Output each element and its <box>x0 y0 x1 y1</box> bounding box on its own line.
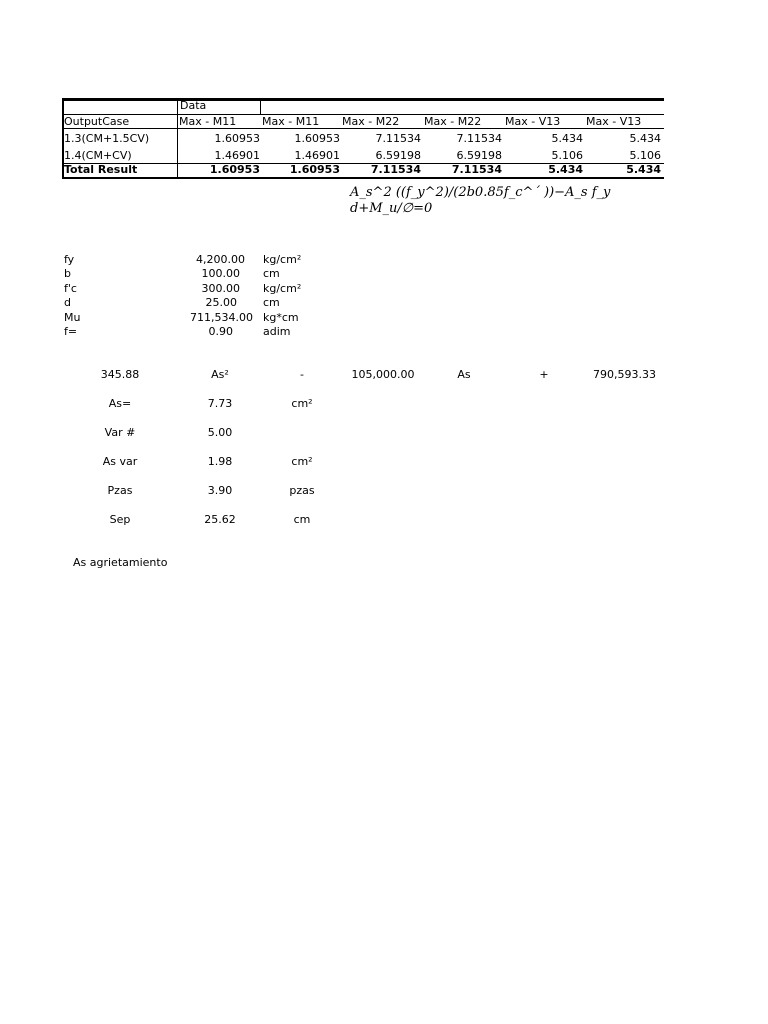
result-label-pzas: Pzas <box>107 484 133 497</box>
param-value-b: 100.00 <box>201 267 240 280</box>
quadratic-coef-c: 790,593.33 <box>593 368 656 381</box>
total-v13-a: 5.434 <box>548 163 583 176</box>
header-max-m22-a: Max - M22 <box>342 115 400 128</box>
result-value-pzas: 3.90 <box>207 484 233 497</box>
row2-v13-b: 5.106 <box>629 149 661 162</box>
row2-case: 1.4(CM+CV) <box>64 149 132 162</box>
param-label-fy: fy <box>64 253 75 266</box>
header-max-m11-a: Max - M11 <box>179 115 237 128</box>
row2-m11-a: 1.46901 <box>214 149 260 162</box>
total-m22-a: 7.11534 <box>370 163 421 176</box>
quadratic-var-a: As² <box>211 368 229 381</box>
result-label-var: Var # <box>104 426 136 439</box>
quadratic-plus: + <box>539 368 549 381</box>
param-label-mu: Mu <box>64 311 81 324</box>
result-unit-sep: cm <box>293 513 311 526</box>
param-label-fc: f'c <box>64 282 77 295</box>
pivot-table <box>62 98 664 180</box>
header-max-m22-b: Max - M22 <box>424 115 482 128</box>
result-unit-pzas: pzas <box>289 484 315 497</box>
param-unit-b: cm <box>263 267 280 280</box>
param-unit-d: cm <box>263 296 280 309</box>
result-value-asvar: 1.98 <box>207 455 233 468</box>
formula-line-2: d+M_u/∅=0 <box>350 201 433 216</box>
row1-m11-b: 1.60953 <box>294 132 340 145</box>
row1-v13-a: 5.434 <box>551 132 583 145</box>
table-top-border <box>62 98 664 101</box>
row2-m11-b: 1.46901 <box>294 149 340 162</box>
param-label-f: f= <box>64 325 78 338</box>
row2-m22-b: 6.59198 <box>456 149 502 162</box>
data-field-label: Data <box>180 99 207 112</box>
header-outputcase: OutputCase <box>64 115 130 128</box>
row2-v13-a: 5.106 <box>551 149 583 162</box>
total-m11-a: 1.60953 <box>209 163 260 176</box>
total-m11-b: 1.60953 <box>289 163 340 176</box>
result-value-sep: 25.62 <box>204 513 236 526</box>
as-agrietamiento-label: As agrietamiento <box>73 556 168 569</box>
param-value-f: 0.90 <box>208 325 233 338</box>
total-m22-b: 7.11534 <box>451 163 502 176</box>
param-value-fy: 4,200.00 <box>196 253 245 266</box>
quadratic-minus: - <box>300 368 304 381</box>
result-label-sep: Sep <box>109 513 131 526</box>
header-max-v13-a: Max - V13 <box>505 115 561 128</box>
param-label-b: b <box>64 267 71 280</box>
param-label-d: d <box>64 296 71 309</box>
quadratic-coef-a: 345.88 <box>100 368 140 381</box>
table-data-divider <box>260 98 261 115</box>
result-value-as: 7.73 <box>207 397 233 410</box>
result-label-asvar: As var <box>102 455 138 468</box>
row1-m22-b: 7.11534 <box>456 132 502 145</box>
table-bottom-border <box>62 177 664 179</box>
row1-m11-a: 1.60953 <box>214 132 260 145</box>
row1-case: 1.3(CM+1.5CV) <box>64 132 150 145</box>
result-unit-as: cm² <box>291 397 313 410</box>
total-v13-b: 5.434 <box>626 163 661 176</box>
result-unit-asvar: cm² <box>291 455 313 468</box>
param-unit-f: adim <box>263 325 291 338</box>
param-value-fc: 300.00 <box>201 282 240 295</box>
row1-v13-b: 5.434 <box>629 132 661 145</box>
param-value-mu: 711,534.00 <box>190 311 253 324</box>
quadratic-var-b: As <box>457 368 471 381</box>
param-unit-mu: kg*cm <box>263 311 299 324</box>
param-value-d: 25.00 <box>205 296 237 309</box>
header-max-m11-b: Max - M11 <box>262 115 320 128</box>
param-unit-fc: kg/cm² <box>263 282 302 295</box>
row2-m22-a: 6.59198 <box>375 149 421 162</box>
quadratic-coef-b: 105,000.00 <box>351 368 415 381</box>
param-unit-fy: kg/cm² <box>263 253 302 266</box>
result-label-as: As= <box>108 397 132 410</box>
header-max-v13-b: Max - V13 <box>586 115 642 128</box>
result-value-var: 5.00 <box>207 426 233 439</box>
row1-m22-a: 7.11534 <box>375 132 421 145</box>
table-col-divider <box>177 98 178 179</box>
formula-line-1: A_s^2 ((f_y^2)/(2b0.85f_c^´ ))−A_s f_y <box>350 185 611 200</box>
total-label: Total Result <box>64 163 138 176</box>
